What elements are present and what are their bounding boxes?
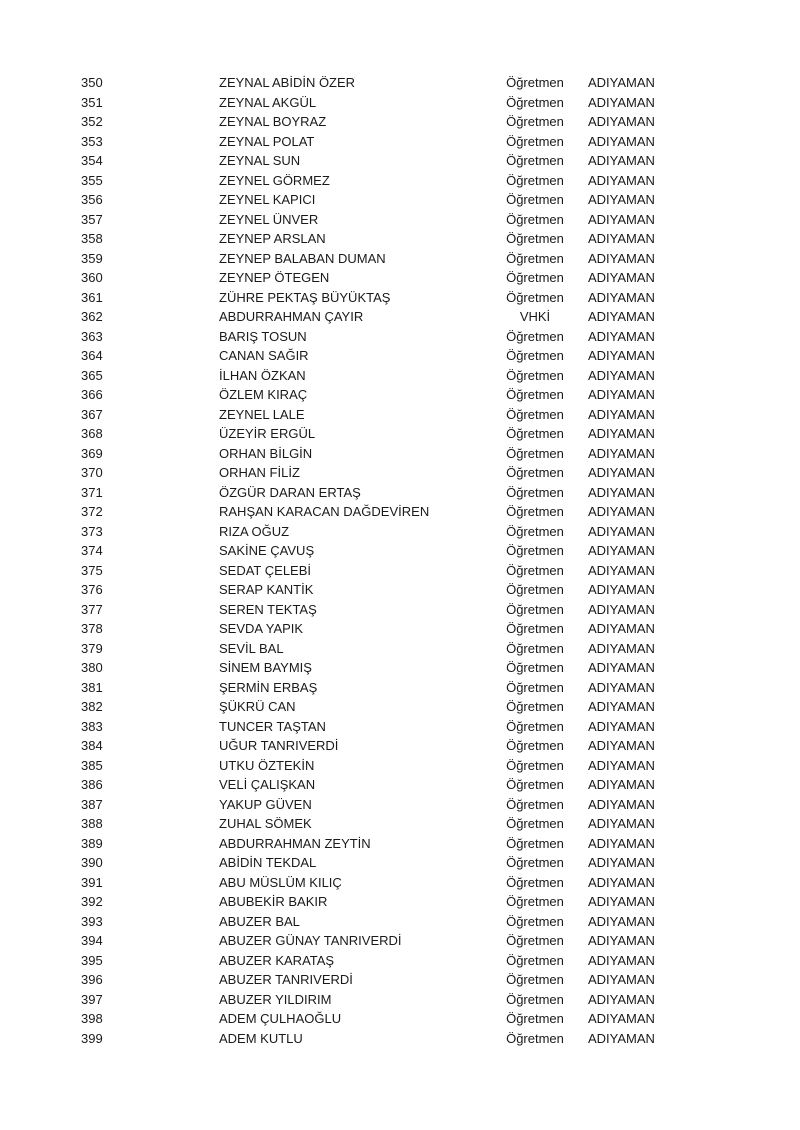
job-title: Öğretmen — [506, 172, 564, 188]
job-title: Öğretmen — [506, 406, 564, 422]
job-title: Öğretmen — [506, 679, 564, 695]
job-title: Öğretmen — [506, 465, 564, 480]
job-title: VHKİ — [519, 309, 551, 324]
row-number: 384 — [81, 738, 103, 753]
province: ADIYAMAN — [588, 153, 655, 168]
person-name: ZEYNEL GÖRMEZ — [219, 172, 330, 188]
row-number: 390 — [81, 855, 103, 870]
table-row — [0, 736, 800, 756]
person-name: ORHAN BİLGİN — [219, 445, 313, 461]
job-title: Öğretmen — [506, 738, 564, 753]
person-name: UĞUR TANRIVERDİ — [219, 738, 339, 753]
table-row — [0, 697, 800, 717]
row-number: 357 — [81, 211, 103, 227]
table-row — [0, 541, 800, 561]
province: ADIYAMAN — [588, 757, 655, 773]
table-row — [0, 229, 800, 249]
table-row — [0, 775, 800, 795]
table-row — [0, 502, 800, 522]
table-row — [0, 190, 800, 210]
person-name: SEDAT ÇELEBİ — [219, 562, 311, 578]
row-number: 398 — [81, 1011, 103, 1026]
job-title: Öğretmen — [506, 835, 564, 851]
job-title: Öğretmen — [506, 718, 564, 734]
person-name: ABİDİN TEKDAL — [219, 855, 317, 870]
person-name: ÖZLEM KIRAÇ — [219, 387, 308, 402]
person-name: ZEYNEL ÜNVER — [219, 211, 319, 227]
table-row — [0, 522, 800, 542]
job-title: Öğretmen — [506, 211, 564, 227]
province: ADIYAMAN — [588, 250, 655, 266]
person-name: ADEM ÇULHAOĞLU — [219, 1011, 342, 1026]
table-row — [0, 853, 800, 873]
province: ADIYAMAN — [588, 699, 655, 714]
row-number: 397 — [81, 991, 103, 1007]
province: ADIYAMAN — [588, 972, 655, 987]
row-number: 351 — [81, 94, 103, 110]
job-title: Öğretmen — [506, 445, 564, 461]
row-number: 374 — [81, 543, 103, 558]
job-title: Öğretmen — [506, 601, 564, 617]
province: ADIYAMAN — [588, 952, 655, 968]
person-name: ABUZER TANRIVERDİ — [219, 972, 353, 987]
province: ADIYAMAN — [588, 504, 655, 519]
table-row — [0, 814, 800, 834]
province: ADIYAMAN — [588, 1011, 655, 1026]
person-name: ÜZEYİR ERGÜL — [219, 426, 316, 441]
province: ADIYAMAN — [588, 211, 655, 227]
row-number: 381 — [81, 679, 103, 695]
person-name: UTKU ÖZTEKİN — [219, 757, 315, 773]
row-number: 372 — [81, 504, 103, 519]
table-row — [0, 892, 800, 912]
row-number: 371 — [81, 484, 103, 500]
row-number: 353 — [81, 133, 103, 149]
job-title: Öğretmen — [506, 426, 564, 441]
job-title: Öğretmen — [506, 504, 564, 519]
person-name: RIZA OĞUZ — [219, 523, 290, 539]
row-number: 378 — [81, 621, 103, 636]
table-row — [0, 210, 800, 230]
person-name: SEVDA YAPIK — [219, 621, 304, 636]
province: ADIYAMAN — [588, 874, 655, 890]
person-name: TUNCER TAŞTAN — [219, 718, 326, 734]
table-row — [0, 249, 800, 269]
row-number: 354 — [81, 153, 103, 168]
table-row — [0, 990, 800, 1010]
person-name: ABUZER GÜNAY TANRIVERDİ — [219, 933, 402, 948]
person-name: YAKUP GÜVEN — [219, 796, 312, 812]
province: ADIYAMAN — [588, 289, 655, 305]
province: ADIYAMAN — [588, 465, 655, 480]
job-title: Öğretmen — [506, 933, 564, 948]
job-title: Öğretmen — [506, 913, 564, 929]
province: ADIYAMAN — [588, 328, 655, 344]
table-row — [0, 463, 800, 483]
province: ADIYAMAN — [588, 387, 655, 402]
row-number: 363 — [81, 328, 103, 344]
table-row — [0, 112, 800, 132]
row-number: 364 — [81, 348, 103, 363]
table-row — [0, 132, 800, 152]
job-title: Öğretmen — [506, 796, 564, 812]
table-row — [0, 366, 800, 386]
person-name: ZEYNEL KAPICI — [219, 192, 316, 207]
job-title: Öğretmen — [506, 543, 564, 558]
job-title: Öğretmen — [506, 231, 564, 246]
person-name: ŞÜKRÜ CAN — [219, 699, 296, 714]
table-row — [0, 288, 800, 308]
province: ADIYAMAN — [588, 855, 655, 870]
row-number: 383 — [81, 718, 103, 734]
job-title: Öğretmen — [506, 816, 564, 831]
province: ADIYAMAN — [588, 835, 655, 851]
province: ADIYAMAN — [588, 640, 655, 656]
province: ADIYAMAN — [588, 991, 655, 1007]
person-name: ŞERMİN ERBAŞ — [219, 679, 318, 695]
province: ADIYAMAN — [588, 348, 655, 363]
job-title: Öğretmen — [506, 699, 564, 714]
person-name: ABDURRAHMAN ZEYTİN — [219, 835, 371, 851]
row-number: 394 — [81, 933, 103, 948]
job-title: Öğretmen — [506, 621, 564, 636]
table-row — [0, 171, 800, 191]
person-name: RAHŞAN KARACAN DAĞDEVİREN — [219, 504, 430, 519]
table-row — [0, 931, 800, 951]
row-number: 369 — [81, 445, 103, 461]
person-name: ZEYNAL BOYRAZ — [219, 114, 327, 129]
person-name: SİNEM BAYMIŞ — [219, 660, 312, 675]
province: ADIYAMAN — [588, 192, 655, 207]
person-name: CANAN SAĞIR — [219, 348, 309, 363]
person-name: ABUZER KARATAŞ — [219, 952, 335, 968]
job-title: Öğretmen — [506, 991, 564, 1007]
province: ADIYAMAN — [588, 562, 655, 578]
row-number: 367 — [81, 406, 103, 422]
row-number: 379 — [81, 640, 103, 656]
province: ADIYAMAN — [588, 601, 655, 617]
row-number: 386 — [81, 777, 103, 792]
province: ADIYAMAN — [588, 309, 655, 324]
person-name: ZUHAL SÖMEK — [219, 816, 312, 831]
table-row — [0, 600, 800, 620]
row-number: 393 — [81, 913, 103, 929]
province: ADIYAMAN — [588, 270, 655, 285]
row-number: 355 — [81, 172, 103, 188]
table-row — [0, 873, 800, 893]
row-number: 362 — [81, 309, 103, 324]
person-name: İLHAN ÖZKAN — [219, 367, 306, 383]
row-number: 350 — [81, 75, 103, 90]
person-name: ZEYNAL POLAT — [219, 133, 315, 149]
province: ADIYAMAN — [588, 933, 655, 948]
province: ADIYAMAN — [588, 406, 655, 422]
province: ADIYAMAN — [588, 796, 655, 812]
province: ADIYAMAN — [588, 133, 655, 149]
person-name: ZÜHRE PEKTAŞ BÜYÜKTAŞ — [219, 289, 391, 305]
table-row — [0, 346, 800, 366]
row-number: 361 — [81, 289, 103, 305]
table-row — [0, 717, 800, 737]
province: ADIYAMAN — [588, 367, 655, 383]
job-title: Öğretmen — [506, 1030, 564, 1046]
province: ADIYAMAN — [588, 582, 655, 597]
job-title: Öğretmen — [506, 757, 564, 773]
table-row — [0, 93, 800, 113]
province: ADIYAMAN — [588, 484, 655, 500]
province: ADIYAMAN — [588, 94, 655, 110]
table-row — [0, 405, 800, 425]
province: ADIYAMAN — [588, 777, 655, 792]
row-number: 376 — [81, 582, 103, 597]
job-title: Öğretmen — [506, 972, 564, 987]
table-row — [0, 444, 800, 464]
job-title: Öğretmen — [506, 250, 564, 266]
table-row — [0, 1029, 800, 1049]
job-title: Öğretmen — [506, 1011, 564, 1026]
row-number: 387 — [81, 796, 103, 812]
row-number: 385 — [81, 757, 103, 773]
row-number: 389 — [81, 835, 103, 851]
job-title: Öğretmen — [506, 75, 564, 90]
job-title: Öğretmen — [506, 562, 564, 578]
job-title: Öğretmen — [506, 894, 564, 909]
person-name: ZEYNAL ABİDİN ÖZER — [219, 75, 356, 90]
job-title: Öğretmen — [506, 523, 564, 539]
province: ADIYAMAN — [588, 621, 655, 636]
job-title: Öğretmen — [506, 289, 564, 305]
table-row — [0, 658, 800, 678]
row-number: 360 — [81, 270, 103, 285]
person-name: ZEYNAL AKGÜL — [219, 94, 317, 110]
row-number: 375 — [81, 562, 103, 578]
person-name: BARIŞ TOSUN — [219, 328, 307, 344]
table-row — [0, 619, 800, 639]
row-number: 399 — [81, 1030, 103, 1046]
row-number: 370 — [81, 465, 103, 480]
job-title: Öğretmen — [506, 328, 564, 344]
province: ADIYAMAN — [588, 231, 655, 246]
job-title: Öğretmen — [506, 582, 564, 597]
person-name: ABDURRAHMAN ÇAYIR — [219, 309, 364, 324]
person-name: ZEYNEP ARSLAN — [219, 231, 326, 246]
province: ADIYAMAN — [588, 738, 655, 753]
job-title: Öğretmen — [506, 153, 564, 168]
province: ADIYAMAN — [588, 1030, 655, 1046]
job-title: Öğretmen — [506, 133, 564, 149]
person-name: SERAP KANTİK — [219, 582, 314, 597]
person-name: ÖZGÜR DARAN ERTAŞ — [219, 484, 361, 500]
table-row — [0, 1009, 800, 1029]
table-row — [0, 951, 800, 971]
job-title: Öğretmen — [506, 952, 564, 968]
person-name: ZEYNEP ÖTEGEN — [219, 270, 330, 285]
person-name: ZEYNEP BALABAN DUMAN — [219, 250, 386, 266]
province: ADIYAMAN — [588, 75, 655, 90]
table-row — [0, 639, 800, 659]
job-title: Öğretmen — [506, 484, 564, 500]
job-title: Öğretmen — [506, 270, 564, 285]
person-name: ZEYNEL LALE — [219, 406, 305, 422]
province: ADIYAMAN — [588, 543, 655, 558]
person-name: ADEM KUTLU — [219, 1030, 303, 1046]
row-number: 359 — [81, 250, 103, 266]
province: ADIYAMAN — [588, 660, 655, 675]
row-number: 382 — [81, 699, 103, 714]
table-row — [0, 580, 800, 600]
person-name: ABUZER YILDIRIM — [219, 991, 332, 1007]
person-name: ABUBEKİR BAKIR — [219, 894, 328, 909]
row-number: 366 — [81, 387, 103, 402]
person-name: SAKİNE ÇAVUŞ — [219, 543, 315, 558]
table-row — [0, 268, 800, 288]
staff-list-table — [0, 73, 800, 1048]
table-row — [0, 73, 800, 93]
row-number: 388 — [81, 816, 103, 831]
province: ADIYAMAN — [588, 114, 655, 129]
province: ADIYAMAN — [588, 718, 655, 734]
person-name: ABUZER BAL — [219, 913, 300, 929]
job-title: Öğretmen — [506, 855, 564, 870]
table-row — [0, 834, 800, 854]
job-title: Öğretmen — [506, 192, 564, 207]
job-title: Öğretmen — [506, 94, 564, 110]
province: ADIYAMAN — [588, 445, 655, 461]
row-number: 365 — [81, 367, 103, 383]
row-number: 373 — [81, 523, 103, 539]
table-row — [0, 483, 800, 503]
province: ADIYAMAN — [588, 523, 655, 539]
table-row — [0, 795, 800, 815]
person-name: VELİ ÇALIŞKAN — [219, 777, 316, 792]
person-name: ABU MÜSLÜM KILIÇ — [219, 874, 342, 890]
province: ADIYAMAN — [588, 426, 655, 441]
person-name: SEVİL BAL — [219, 640, 284, 656]
job-title: Öğretmen — [506, 387, 564, 402]
table-row — [0, 385, 800, 405]
table-row — [0, 912, 800, 932]
province: ADIYAMAN — [588, 172, 655, 188]
table-row — [0, 756, 800, 776]
row-number: 395 — [81, 952, 103, 968]
job-title: Öğretmen — [506, 367, 564, 383]
row-number: 358 — [81, 231, 103, 246]
row-number: 391 — [81, 874, 103, 890]
job-title: Öğretmen — [506, 660, 564, 675]
province: ADIYAMAN — [588, 816, 655, 831]
province: ADIYAMAN — [588, 894, 655, 909]
person-name: ORHAN FİLİZ — [219, 465, 300, 480]
table-row — [0, 678, 800, 698]
job-title: Öğretmen — [506, 874, 564, 890]
province: ADIYAMAN — [588, 679, 655, 695]
row-number: 392 — [81, 894, 103, 909]
row-number: 380 — [81, 660, 103, 675]
row-number: 356 — [81, 192, 103, 207]
table-row — [0, 561, 800, 581]
job-title: Öğretmen — [506, 114, 564, 129]
job-title: Öğretmen — [506, 777, 564, 792]
table-row — [0, 307, 800, 327]
table-row — [0, 424, 800, 444]
province: ADIYAMAN — [588, 913, 655, 929]
row-number: 352 — [81, 114, 103, 129]
row-number: 368 — [81, 426, 103, 441]
table-row — [0, 970, 800, 990]
row-number: 396 — [81, 972, 103, 987]
table-row — [0, 151, 800, 171]
job-title: Öğretmen — [506, 640, 564, 656]
person-name: SEREN TEKTAŞ — [219, 601, 317, 617]
table-row — [0, 327, 800, 347]
row-number: 377 — [81, 601, 103, 617]
job-title: Öğretmen — [506, 348, 564, 363]
person-name: ZEYNAL SUN — [219, 153, 301, 168]
